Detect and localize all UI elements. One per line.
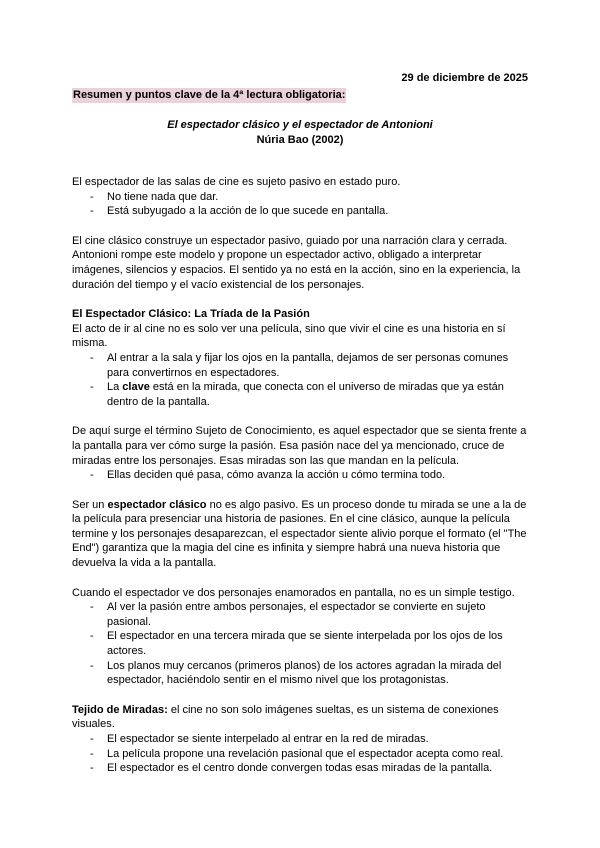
document-body <box>72 175 528 776</box>
classic-spectator-paragraph: Ser un espectador clásico no es algo pasivo. Es un proceso donde tu mirada se une a la de la película para presenciar una historia de pasiones. En el cine clásico, aunque la película termine y los personajes desaparezcan, el espectador siente alivio porque el formato (el "The End") garantiza que la magia del cine es infinita y siempre habrá una nueva historia que devuelva la vida a la pantalla. <box>72 498 527 570</box>
section-title: El Espectador Clásico: La Tríada de la Pasión <box>72 308 310 321</box>
bold-term: clave <box>122 381 150 394</box>
bold-term: espectador clásico <box>107 498 207 511</box>
highlighted-heading: Resumen y puntos clave de la 4ª lectura obligatoria: <box>73 89 346 101</box>
list-item: - El espectador se siente interpelado al entrar en la red de miradas. <box>72 732 528 747</box>
list-item: - No tiene nada que dar. <box>72 190 528 205</box>
bold-term: Tejido de Miradas: <box>72 703 168 716</box>
classic-cinema-paragraph: El cine clásico construye un espectador pasivo, guiado por una narración clara y cerrada. Antonioni rompe este modelo y propone un espectador activo, obligado a interpretar imágenes, silencios y espacios. El sentido ya no está en la acción, sino en la experiencia, la duración del tiempo y el vacío existencial de los personajes. <box>72 234 521 291</box>
list-item: - La película propone una revelación pasional que el espectador acepta como real. <box>72 747 528 762</box>
intro-paragraph: El espectador de las salas de cine es sujeto pasivo en estado puro. <box>72 176 401 188</box>
section-paragraph: El acto de ir al cine no es solo ver una película, sino que vivir el cine es una historia en sí misma. <box>72 322 506 350</box>
lovers-list <box>72 600 528 688</box>
list-item: - Al entrar a la sala y fijar los ojos en la pantalla, dejamos de ser personas comunes para convertirnos en espectadores. <box>72 351 528 380</box>
list-item: - Los planos muy cercanos (primeros planos) de los actores agradan la mirada del espectador, haciéndolo sentir en el mismo nivel que los protagonistas. <box>72 659 528 688</box>
list-item: - Ellas deciden qué pasa, cómo avanza la acción u cómo termina todo. <box>72 468 528 483</box>
list-item: - La clave está en la mirada, que conecta con el universo de miradas que ya están dentro de la pantalla. <box>72 380 528 409</box>
list-item: - Está subyugado a la acción de lo que sucede en pantalla. <box>72 204 528 219</box>
lovers-paragraph: Cuando el espectador ve dos personajes enamorados en pantalla, no es un simple testigo. <box>72 586 515 599</box>
reading-author: Núria Bao (2002) <box>256 134 344 146</box>
web-paragraph: Tejido de Miradas: el cine no son solo imágenes sueltas, es un sistema de conexiones visuales. <box>72 703 499 731</box>
list-item: - El espectador es el centro donde convergen todas esas miradas de la pantalla. <box>72 761 528 776</box>
section-list <box>72 351 528 409</box>
document-date: 29 de diciembre de 2025 <box>401 72 528 84</box>
subject-list <box>72 468 528 483</box>
web-list <box>72 732 528 776</box>
reading-title: El espectador clásico y el espectador de Antonioni <box>167 119 433 131</box>
subject-paragraph: De aquí surge el término Sujeto de Conocimiento, es aquel espectador que se sienta frente a la pantalla para ver cómo surge la pasión. Esa pasión nace del ya mencionado, cruce de miradas entre los personajes. Esas miradas son las que mandan en la película. <box>72 425 527 467</box>
list-item: - Al ver la pasión entre ambos personajes, el espectador se convierte en sujeto pasional. <box>72 600 528 629</box>
list-item: - El espectador en una tercera mirada que se siente interpelada por los ojos de los actores. <box>72 629 528 658</box>
intro-list <box>72 190 528 219</box>
